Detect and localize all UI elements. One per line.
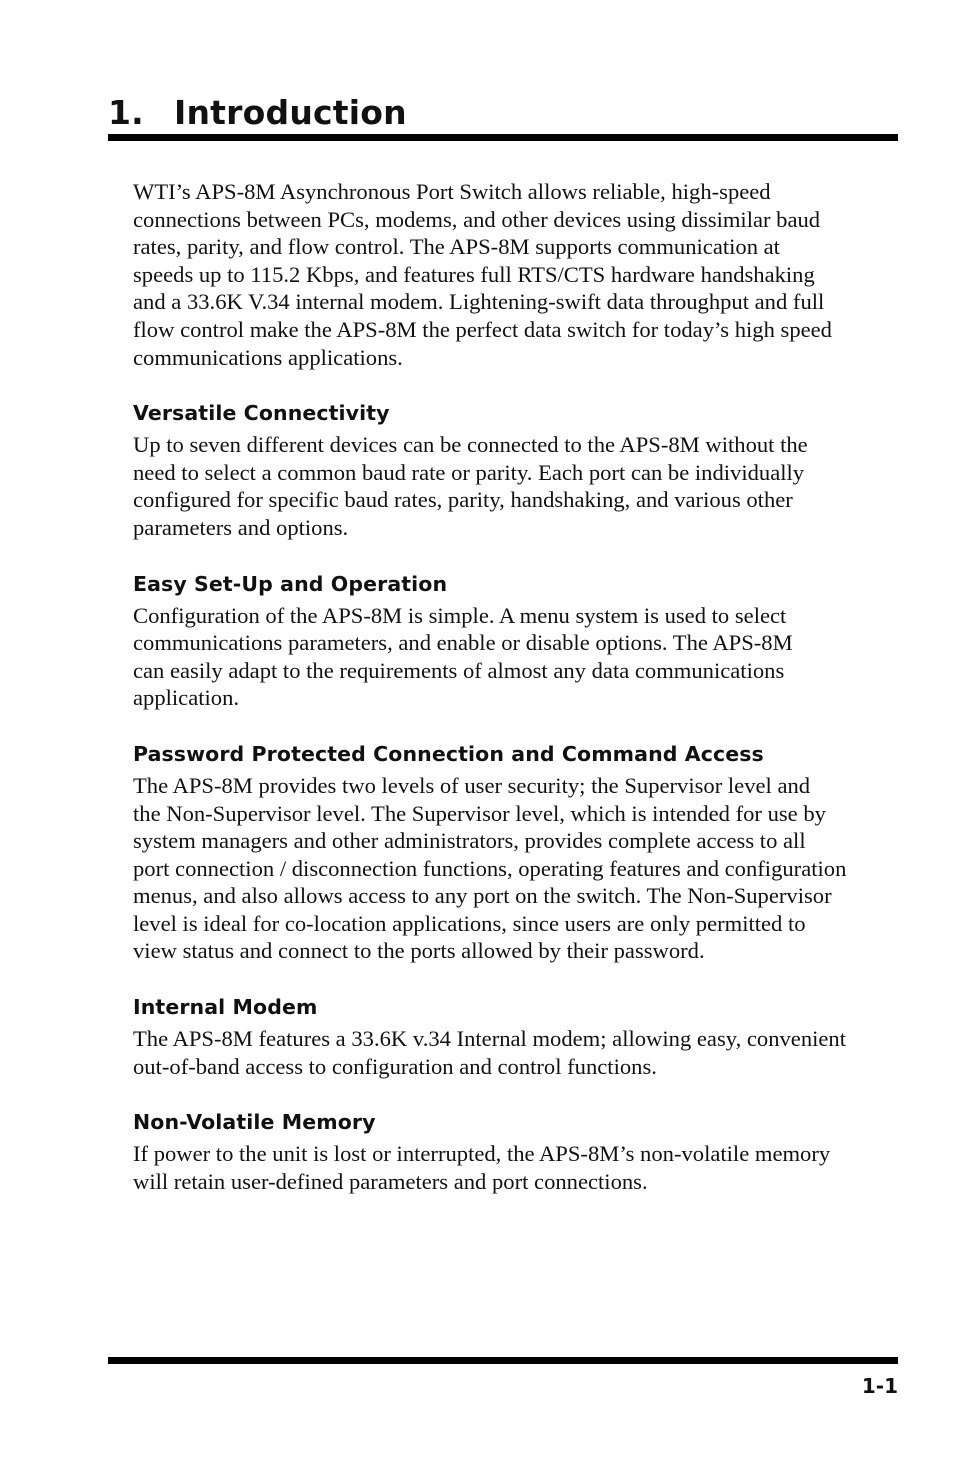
section-body: If power to the unit is lost or interrupted, the APS-8M’s non-volatile memory will retain user-defined parameters and port connections. xyxy=(133,1141,831,1194)
section-easy-setup xyxy=(133,570,898,712)
section-body: Up to seven different devices can be connected to the APS-8M without the need to select a common baud rate or parity. Each port can be individually configured for specific baud rates, parity, handshaking, and various other parameters and options. xyxy=(133,432,808,540)
chapter-number: 1. xyxy=(108,93,144,132)
page-number: 1-1 xyxy=(861,1374,898,1398)
section-versatile-connectivity xyxy=(133,399,898,541)
page-footer xyxy=(108,1357,898,1398)
chapter-title xyxy=(108,92,898,134)
page-content xyxy=(133,178,898,1195)
section-heading: Non-Volatile Memory xyxy=(133,1110,376,1135)
section-body: Configuration of the APS-8M is simple. A menu system is used to select communications parameters, and enable or disable options. The APS-8M can easily adapt to the requirements of almost any data communications application. xyxy=(133,602,793,711)
intro-paragraph: WTI’s APS-8M Asynchronous Port Switch allows reliable, high-speed connections between PCs, modems, and other devices using dissimilar baud rates, parity, and flow control. The APS-8M supports communication at speeds up to 115.2 Kbps, and features full RTS/CTS hardware handshaking and a 33.6K V.34 internal modem. Lightening-swift data throughput and full flow control make the APS-8M the perfect data switch for today’s high speed communications applications. xyxy=(133,179,832,370)
chapter-title-text: Introduction xyxy=(174,93,407,132)
section-heading: Password Protected Connection and Command Access xyxy=(133,741,764,766)
section-heading: Versatile Connectivity xyxy=(133,401,390,426)
section-heading: Easy Set-Up and Operation xyxy=(133,571,448,596)
header-rule xyxy=(108,134,898,141)
chapter-header xyxy=(108,92,898,141)
section-non-volatile-memory xyxy=(133,1108,898,1195)
section-password-protection xyxy=(133,740,898,965)
section-internal-modem xyxy=(133,993,898,1080)
footer-rule xyxy=(108,1357,898,1364)
section-body: The APS-8M provides two levels of user security; the Supervisor level and the Non-Supervisor level. The Supervisor level, which is intended for use by system managers and other administrators, provides complete access to all port connection / disconnection functions, operating features and configuration menus, and also allows access to any port on the switch. The Non-Supervisor level is ideal for co-location applications, since users are only permitted to view status and connect to the ports allowed by their password. xyxy=(133,772,847,964)
section-heading: Internal Modem xyxy=(133,995,318,1020)
section-body: The APS-8M features a 33.6K v.34 Internal modem; allowing easy, convenient out-of-band access to configuration and control functions. xyxy=(133,1026,846,1079)
